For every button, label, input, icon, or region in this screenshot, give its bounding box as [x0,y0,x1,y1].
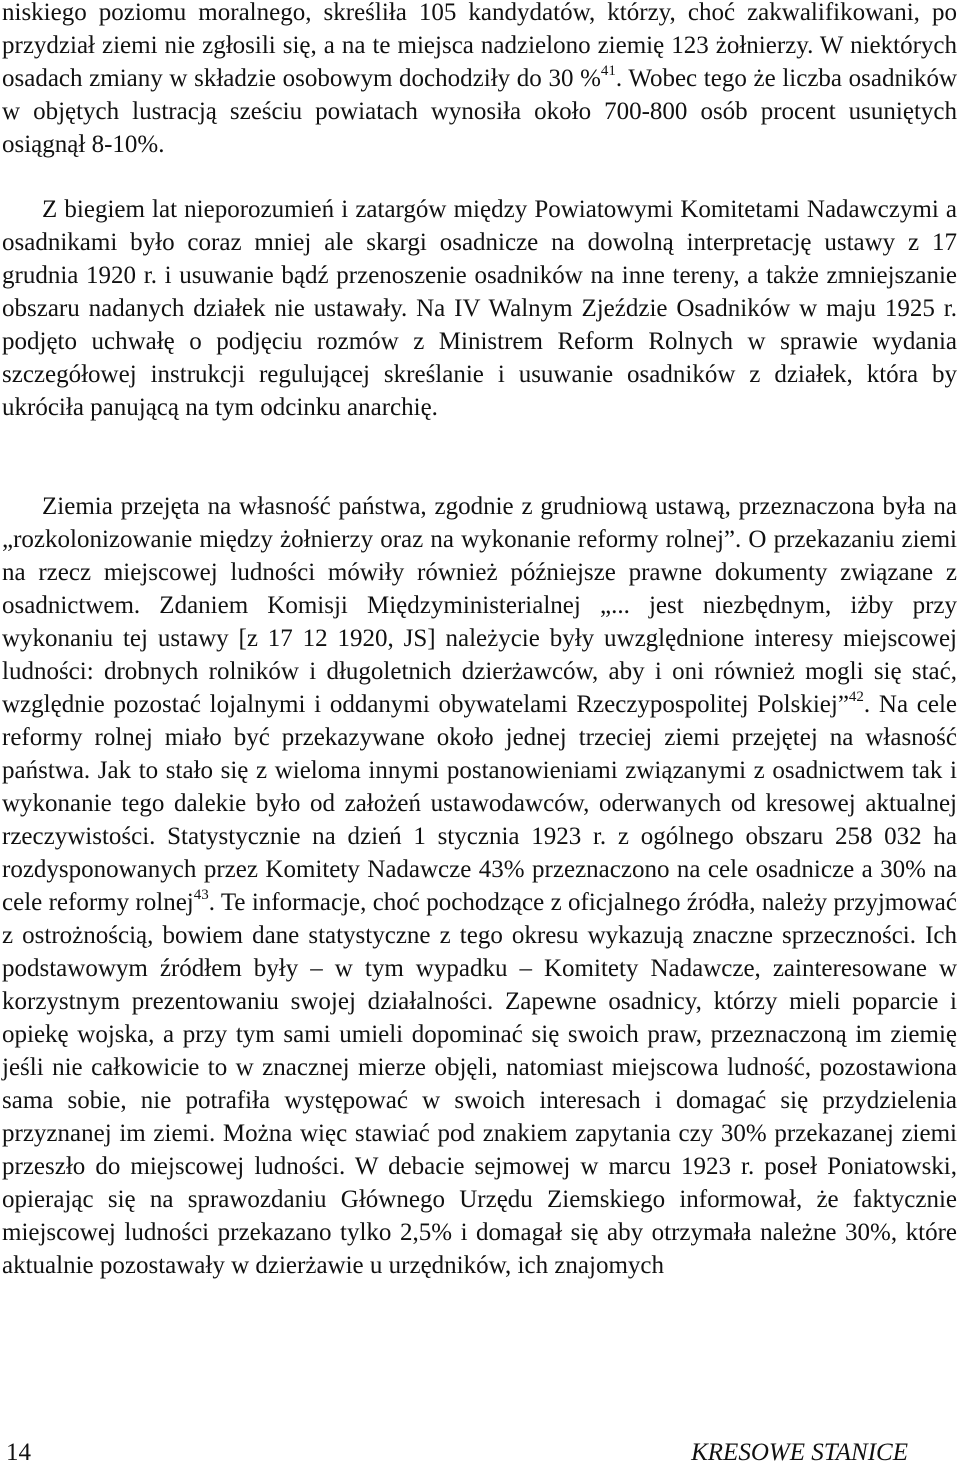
paragraph-2-text: Z biegiem lat nieporozumień i zatargów między Powiatowymi Komitetami Nadawczymi a osadnikami było coraz mniej ale skargi osadnicze na dowolną interpretację ustawy z 17 grudnia 1920 r. i usuwanie bądź przenoszenie osadników na inne tereny, a także zmniejszanie obszaru nadanych działek nie ustawały. Na IV Walnym Zjeździe Osadników w maju 1925 r. podjęto uchwałę o podjęciu rozmów z Ministrem Reform Rolnych w sprawie wydania szczegółowej instrukcji regulującej skreślanie i usuwanie osadników z działek, która by ukróciła panującą na tym odcinku anarchię. [2,196,957,421]
paragraph-3 [2,490,957,1282]
paragraph-2 [2,193,957,424]
footnote-ref-43[interactable]: 43 [193,887,209,903]
paragraph-3-text-3: . Te informacje, choć pochodzące z oficjalnego źródła, należy przyjmować z ostrożnością, bowiem dane statystyczne z tego okresu wykazują znaczne sprzeczności. Ich podstawowym źródłem były – w tym wypadku – Komitety Nadawcze, zainteresowane w korzystnym prezentowaniu swojej działalności. Zapewne osadnicy, którzy mieli poparcie i opiekę wojska, a przy tym sami umieli dopominać się swoich praw, przeznaczoną im ziemię jeśli nie całkowicie to w znacznej mierze objęli, natomiast miejscowa ludność, pozostawiona sama sobie, nie potrafiła występować w swoich interesach i domagać się przydzielenia przyznanej im ziemi. Można więc stawiać pod znakiem zapytania czy 30% przekazanej ziemi przeszło do miejscowej ludności. W debacie sejmowej w marcu 1923 r. poseł Poniatowski, opierając się na sprawozdaniu Głównego Urzędu Ziemskiego informował, że faktycznie miejscowej ludności przekazano tylko 2,5% i domagał się aby otrzymała należne 30%, które aktualnie pozostawały w dzierżawie u urzędników, ich znajomych [2,889,957,1279]
paragraph-1 [2,0,957,161]
paragraph-3-text-2: . Na cele reformy rolnej miało być przekazywane około jednej trzeciej ziemi przejętej na własność państwa. Jak to stało się z wieloma innymi postanowieniami związanymi z osadnictwem tak i wykonanie tego dalekie było od założeń ustawodawców, oderwanych od kresowej aktualnej rzeczywistości. Statystycznie na dzień 1 stycznia 1923 r. z ogólnego obszaru 258 032 ha rozdysponowanych przez Komitety Nadawcze 43% przeznaczono na cele osadnicze a 30% na cele reformy rolnej [2,691,957,916]
page-number: 14 [6,1439,31,1466]
paragraph-1-text-2: . Wobec tego że liczba osadników w objętych lustracją sześciu powiatach wynosiła około 700-800 osób procent usuniętych osiągnął 8-10%. [2,65,958,158]
footnote-ref-41[interactable]: 41 [600,63,616,79]
footnote-ref-42[interactable]: 42 [848,689,864,705]
paragraph-1-text-1: niskiego poziomu moralnego, skreśliła 105 kandydatów, którzy, choć zakwalifikowani, po przydział ziemi nie zgłosili się, a na te miejsca nadzielono ziemię 123 żołnierzy. W niektórych osadach zmiany w składzie osobowym dochodziły do 30 % [2,0,957,92]
paragraph-3-text-1: Ziemia przejęta na własność państwa, zgodnie z grudniową ustawą, przeznaczona była na „rozkolonizowanie między żołnierzy oraz na wykonanie reformy rolnej”. O przekazaniu ziemi na rzecz miejscowej ludności mówiły również późniejsze prawne dokumenty związane z osadnictwem. Zdaniem Komisji Międzyministerialnej „... jest niezbędnym, iżby przy wykonaniu tej ustawy [z 17 12 1920, JS] należycie były uwzględnione interesy miejscowej ludności: drobnych rolników i długoletnich dzierżawców, aby i oni również mogli się stać, względnie pozostać lojalnymi i oddanymi obywatelami Rzeczypospolitej Polskiej” [2,493,957,718]
running-title: KRESOWE STANICE [691,1439,908,1466]
